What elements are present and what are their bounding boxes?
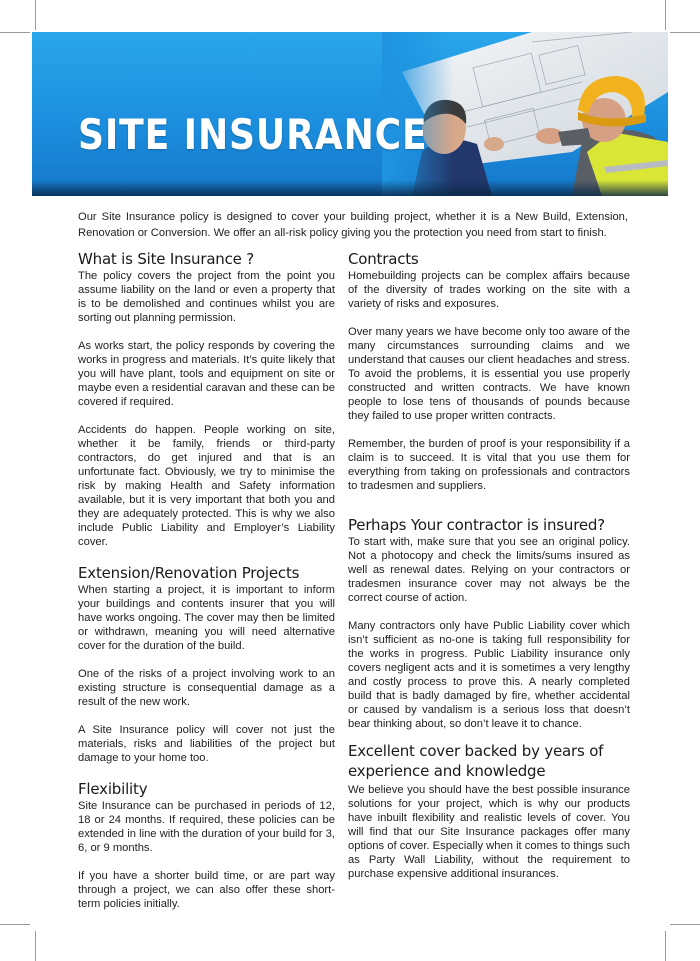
section-heading: Excellent cover backed by years of experience and knowledge bbox=[348, 742, 604, 780]
left-column bbox=[78, 249, 335, 911]
crop-mark bbox=[665, 931, 666, 961]
section-heading: Contracts bbox=[348, 250, 419, 268]
paragraph: Remember, the burden of proof is your responsibility if a claim is to succeed. It is vital that you use them for everything from taking on professionals and contractors to tradesmen and suppliers. bbox=[348, 438, 630, 492]
crop-mark bbox=[665, 0, 666, 30]
section-heading: Flexibility bbox=[78, 780, 148, 798]
paragraph: When starting a project, it is important to inform your buildings and contents insurer that you will have works ongoing. The cover may then be limited or withdrawn, meaning you will need alternative cover for the duration of the build. bbox=[78, 584, 335, 652]
paragraph: Many contractors only have Public Liability cover which isn’t sufficient as no-one is taking full responsibility for the works in progress. Public Liability insurance only covers negligent acts and it is sometimes a very lengthy and costly process to prove this. A nearly completed build that is badly damaged by fire, whether accidental or caused by vandalism is a serious loss that doesn’t bear thinking about, so don’t leave it to chance. bbox=[348, 620, 630, 730]
crop-mark bbox=[670, 924, 700, 925]
right-column bbox=[348, 249, 630, 881]
paragraph: We believe you should have the best possible insurance solutions for your project, which is why our products have inbuilt flexibility and realistic levels of cover. You will find that our Site Insurance packages offer many options of cover. Especially when it comes to things such as Party Wall Liability, without the requirement to purchase expensive additional insurances. bbox=[348, 784, 630, 880]
paragraph: One of the risks of a project involving work to an existing structure is consequential damage as a result of the new work. bbox=[78, 668, 335, 708]
paragraph: Accidents do happen. People working on site, whether it be family, friends or third-party contractors, do get injured and that is an unfortunate fact. Obviously, we try to minimise the risk by making Health and Safety information available, but it is very important that both you and they are adequately protected. This is why we also include Public Liability and Employer’s Liability cover. bbox=[78, 424, 335, 548]
paragraph: A Site Insurance policy will cover not just the materials, risks and liabilities of the project but damage to your home too. bbox=[78, 724, 335, 764]
section-heading: Extension/Renovation Projects bbox=[78, 564, 300, 582]
page-title: SITE INSURANCE bbox=[78, 110, 428, 159]
crop-mark bbox=[35, 0, 36, 30]
paragraph: If you have a shorter build time, or are part way through a project, we can also offer these short-term policies initially. bbox=[78, 870, 335, 910]
paragraph: To start with, make sure that you see an original policy. Not a photocopy and check the limits/sums insured as well as renewal dates. Relying on your contractors or tradesmen insurance cover may not always be the correct course of action. bbox=[348, 536, 630, 604]
crop-mark bbox=[670, 32, 700, 33]
paragraph: As works start, the policy responds by covering the works in progress and materials. It’s quite likely that you will have plant, tools and equipment on site or maybe even a residential caravan and these can be covered if required. bbox=[78, 340, 335, 408]
section-heading: What is Site Insurance ? bbox=[78, 250, 255, 268]
paragraph: The policy covers the project from the point you assume liability on the land or even a property that is to be demolished and continues whilst you are sorting out planning permission. bbox=[78, 270, 335, 324]
crop-mark bbox=[0, 32, 30, 33]
section-heading: Perhaps Your contractor is insured? bbox=[348, 516, 605, 534]
banner-shadow bbox=[32, 180, 668, 196]
paragraph: Homebuilding projects can be complex affairs because of the diversity of trades working on the site with a variety of risks and exposures. bbox=[348, 270, 630, 310]
paragraph: Site Insurance can be purchased in periods of 12, 18 or 24 months. If required, these policies can be extended in line with the duration of your build for 3, 6, or 9 months. bbox=[78, 800, 335, 854]
header-banner bbox=[32, 32, 668, 196]
crop-mark bbox=[0, 924, 30, 925]
intro-paragraph: Our Site Insurance policy is designed to cover your building project, whether it is a New Build, Extension, Renovation or Conversion. We offer an all-risk policy giving you the protection you need from start to finish. bbox=[78, 211, 628, 239]
crop-mark bbox=[35, 931, 36, 961]
paragraph: Over many years we have become only too aware of the many circumstances surrounding claims and we understand that causes our client headaches and stress. To avoid the problems, it is essential you use properly constructed and written contracts. We have known people to lose tens of thousands of pounds because they failed to use proper written contracts. bbox=[348, 326, 630, 422]
